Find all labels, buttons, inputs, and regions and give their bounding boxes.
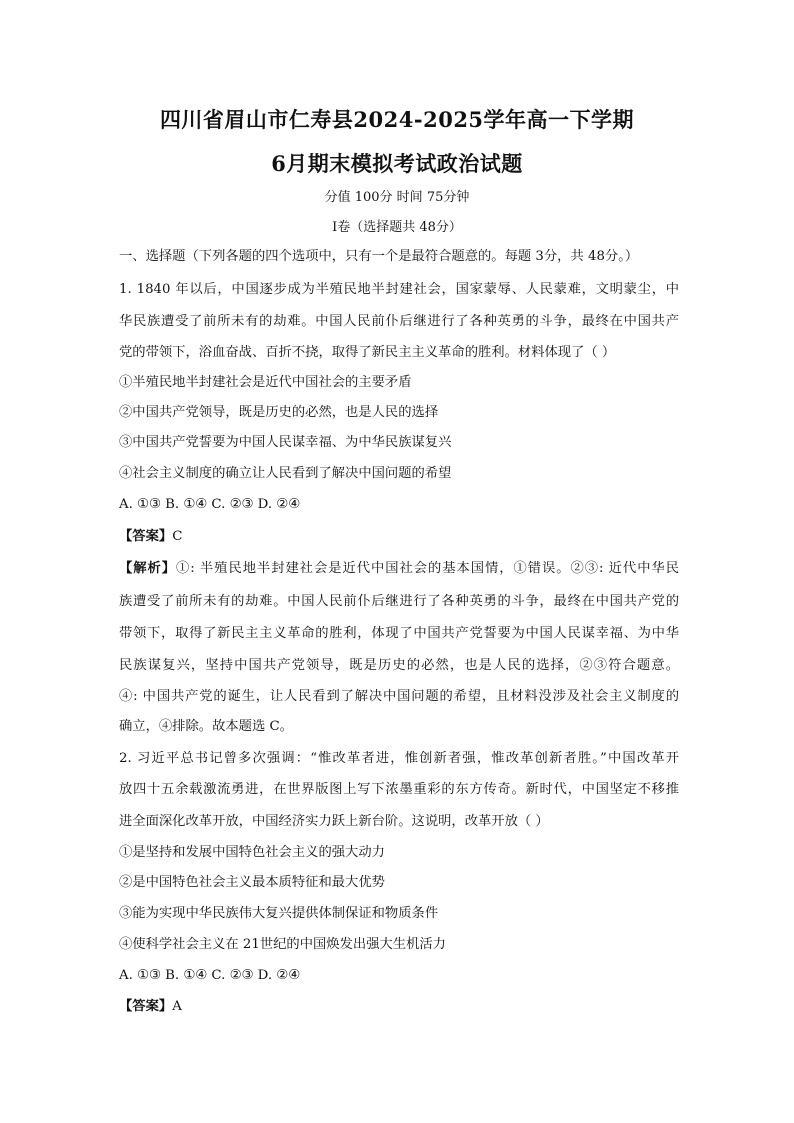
answer-label: 【答案】 bbox=[119, 529, 173, 544]
answer-value: C bbox=[172, 529, 183, 544]
exam-title-line1: 四川省眉山市仁寿县2024-2025学年高一下学期 bbox=[159, 107, 635, 132]
q2-stem-line: 进全面深化改革开放，中国经济实力跃上新台阶。这说明，改革开放（ ） bbox=[119, 814, 549, 829]
q1-analysis-line: 民族谋复兴，坚持中国共产党领导，既是历史的必然，也是人民的选择，②③符合题意。 bbox=[119, 658, 679, 673]
q2-option: ②是中国特色社会主义最本质特征和最大优势 bbox=[119, 875, 385, 890]
analysis-text: ①: 半殖民地半封建社会是近代中国社会的基本国情，①错误。②③: 近代中华民 bbox=[176, 561, 679, 576]
q1-analysis-line: ④: 中国共产党的诞生，让人民看到了解决中国问题的希望，且材料没涉及社会主义制度的 bbox=[119, 689, 679, 704]
q1-analysis-line: 带领下，取得了新民主主义革命的胜利，体现了中国共产党誓要为中国人民谋幸福、为中华 bbox=[119, 626, 679, 641]
q1-option: ②中国共产党领导，既是历史的必然，也是人民的选择 bbox=[119, 405, 439, 420]
q2-stem-line: 2. 习近平总书记曾多次强调：“惟改革者进，惟创新者强，惟改革创新者胜。”中国改革开 bbox=[119, 751, 679, 766]
q1-option: ④社会主义制度的确立让人民看到了解决中国问题的希望 bbox=[119, 466, 452, 481]
q2-choices: A. ①③ B. ①④ C. ②③ D. ②④ bbox=[119, 968, 301, 983]
section-header: I卷（选择题共 48分） bbox=[332, 220, 462, 235]
q1-option: ③中国共产党誓要为中国人民谋幸福、为中华民族谋复兴 bbox=[119, 435, 452, 450]
analysis-label: 【解析】 bbox=[119, 561, 177, 576]
q2-option: ③能为实现中华民族伟大复兴提供体制保证和物质条件 bbox=[119, 906, 439, 921]
score-and-time: 分值 100分 时间 75分钟 bbox=[324, 190, 470, 205]
q1-stem-line: 1. 1840 年以后，中国逐步成为半殖民地半封建社会，国家蒙辱、人民蒙难，文明蒙尘，中 bbox=[119, 282, 679, 297]
q1-option: ①半殖民地半封建社会是近代中国社会的主要矛盾 bbox=[119, 375, 412, 390]
q1-stem-line: 华民族遭受了前所未有的劫难。中国人民前仆后继进行了各种英勇的斗争，最终在中国共产 bbox=[119, 314, 679, 329]
exam-title-line2: 6月期末模拟考试政治试题 bbox=[271, 151, 523, 176]
answer-value: A bbox=[172, 999, 182, 1014]
q1-answer bbox=[119, 528, 679, 546]
q1-analysis-line: 族遭受了前所未有的劫难。中国人民前仆后继进行了各种英勇的斗争，最终在中国共产党的 bbox=[119, 594, 679, 609]
q1-stem-line: 党的带领下，浴血奋战、百折不挠，取得了新民主主义革命的胜利。材料体现了（ ） bbox=[119, 345, 616, 360]
q2-option: ①是坚持和发展中国特色社会主义的强大动力 bbox=[119, 845, 385, 860]
answer-label: 【答案】 bbox=[119, 999, 173, 1014]
instructions: 一、选择题（下列各题的四个选项中，只有一个是最符合题意的。每题 3分，共 48分。） bbox=[119, 249, 639, 264]
q2-option: ④使科学社会主义在 21世纪的中国焕发出强大生机活力 bbox=[119, 937, 446, 952]
q2-answer bbox=[119, 998, 679, 1016]
q2-stem-line: 放四十五余载激流勇进，在世界版图上写下浓墨重彩的东方传奇。新时代，中国坚定不移推 bbox=[119, 782, 679, 797]
q1-analysis-line: 确立，④排除。故本题选 C。 bbox=[119, 719, 293, 734]
q1-choices: A. ①③ B. ①④ C. ②③ D. ②④ bbox=[119, 497, 301, 512]
q1-analysis-line bbox=[119, 560, 679, 578]
